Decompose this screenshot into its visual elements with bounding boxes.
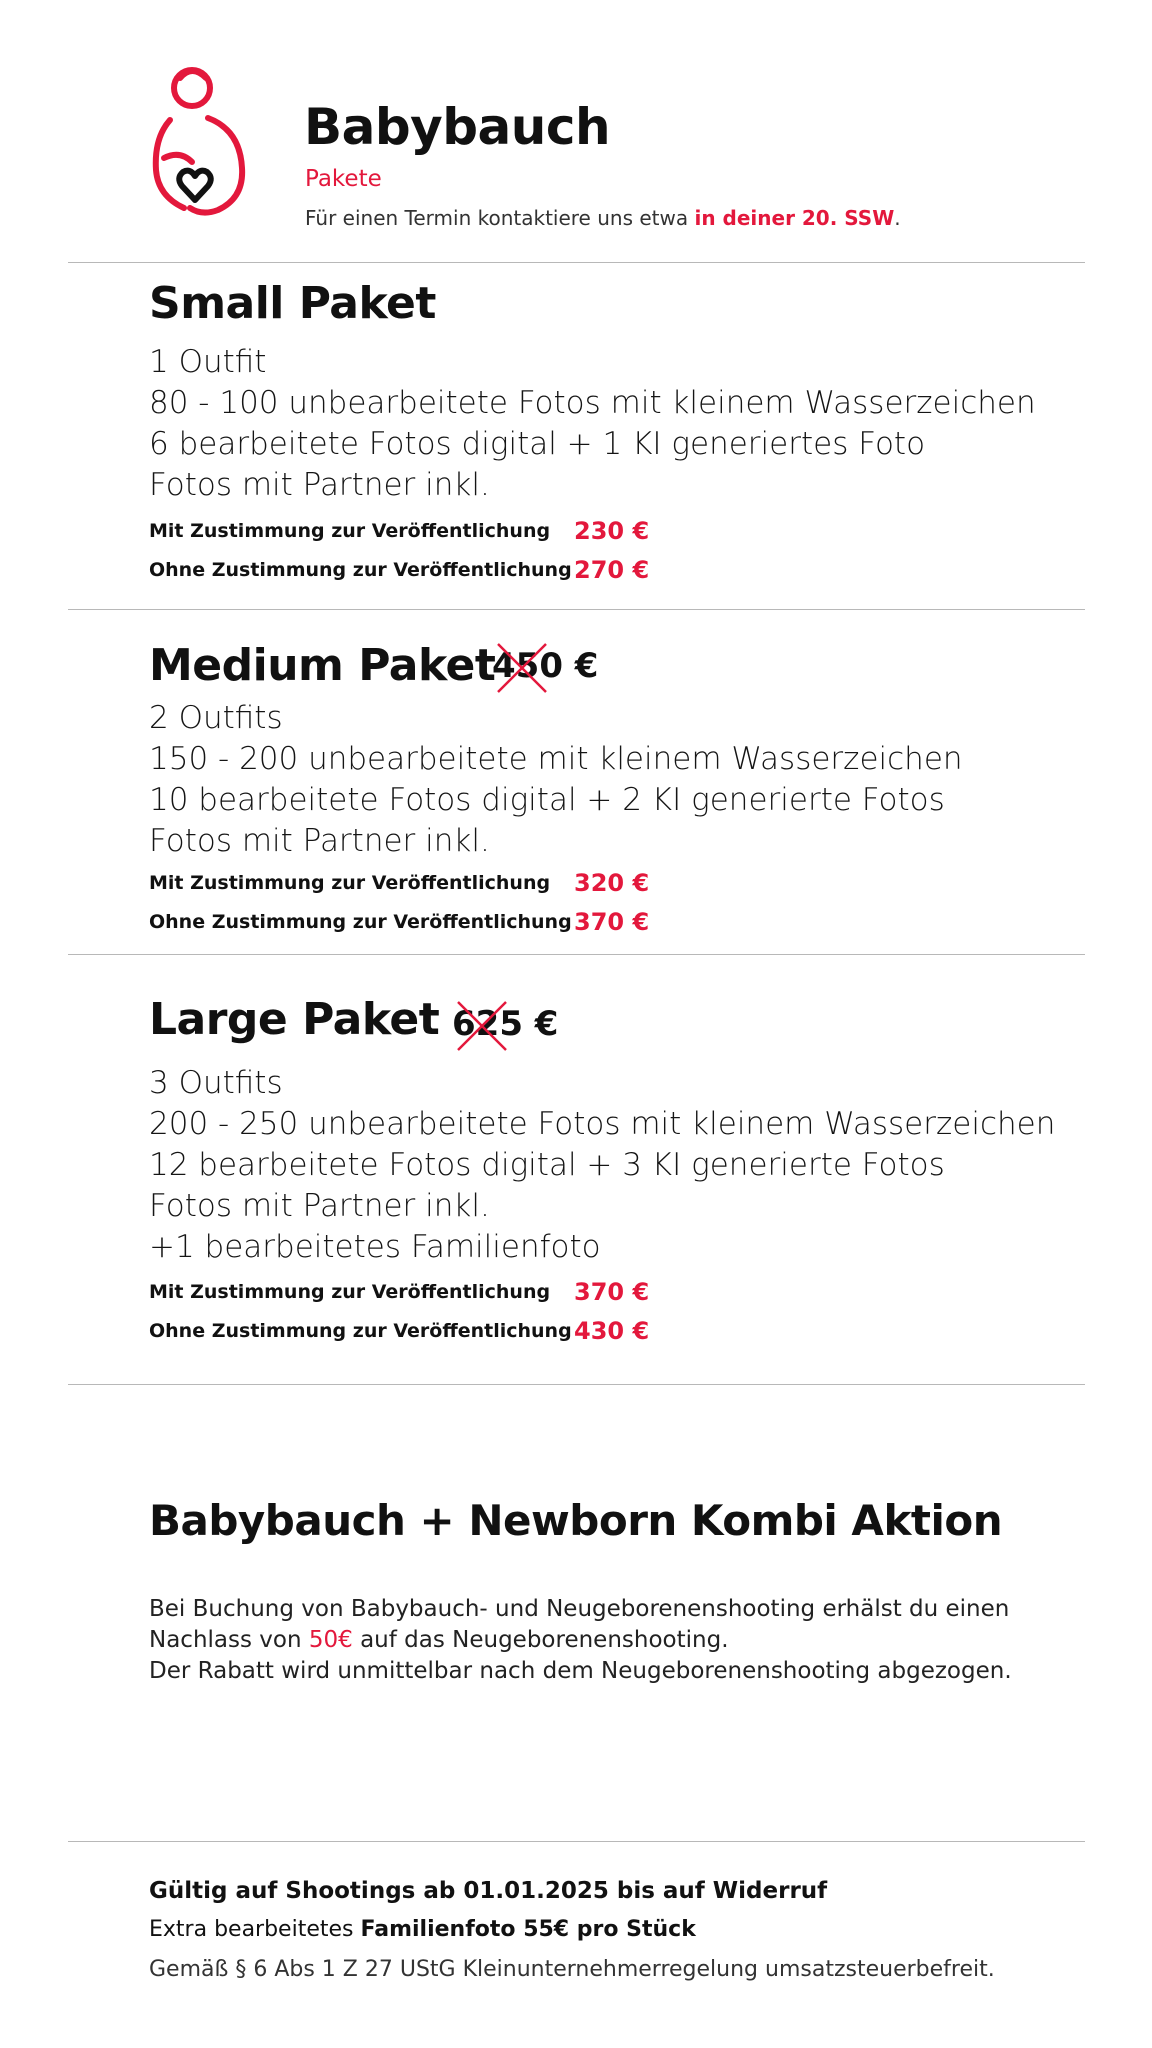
package-title-medium: Medium Paket xyxy=(149,640,496,691)
feature-line: +1 bearbeitetes Familienfoto xyxy=(149,1229,601,1265)
old-price-large xyxy=(452,1004,558,1044)
package-title-large: Large Paket xyxy=(149,994,440,1045)
divider xyxy=(68,1841,1085,1842)
kombi-line-prefix: Nachlass von xyxy=(149,1627,302,1653)
feature-line: 1 Outfit xyxy=(149,344,267,380)
extra-price: Familienfoto 55€ pro Stück xyxy=(360,1917,696,1942)
feature-line: Fotos mit Partner inkl. xyxy=(149,1188,490,1224)
kombi-title: Babybauch + Newborn Kombi Aktion xyxy=(149,1496,1003,1545)
feature-line: 80 - 100 unbearbeitete Fotos mit kleinem Wasserzeichen xyxy=(149,385,1036,421)
feature-line: 10 bearbeitete Fotos digital + 2 KI generierte Fotos xyxy=(149,782,945,818)
price-without-consent: 370 € xyxy=(574,908,650,936)
tax-note: Gemäß § 6 Abs 1 Z 27 UStG Kleinunternehmerregelung umsatzsteuerbefreit. xyxy=(149,1957,995,1982)
extra-photo-note xyxy=(149,1917,696,1942)
price-label-without-consent: Ohne Zustimmung zur Veröffentlichung xyxy=(149,559,572,581)
package-features-medium xyxy=(149,698,963,862)
validity-note: Gültig auf Shootings ab 01.01.2025 bis auf Widerruf xyxy=(149,1878,828,1904)
price-with-consent: 230 € xyxy=(574,517,650,545)
hint-highlight: in deiner 20. SSW xyxy=(694,206,895,230)
kombi-description xyxy=(149,1594,1012,1687)
divider xyxy=(68,262,1085,263)
old-price-text: 625 € xyxy=(452,1004,559,1044)
feature-line: 150 - 200 unbearbeitete mit kleinem Wasserzeichen xyxy=(149,741,963,777)
divider xyxy=(68,954,1085,955)
divider xyxy=(68,609,1085,610)
kombi-line: Der Rabatt wird unmittelbar nach dem Neugeborenenshooting abgezogen. xyxy=(149,1658,1012,1684)
price-label-with-consent: Mit Zustimmung zur Veröffentlichung xyxy=(149,872,551,894)
hint-text: Für einen Termin kontaktiere uns etwa xyxy=(305,206,689,230)
feature-line: 3 Outfits xyxy=(149,1065,283,1101)
feature-line: 12 bearbeitete Fotos digital + 3 KI generierte Fotos xyxy=(149,1147,945,1183)
kombi-line: Bei Buchung von Babybauch- und Neugeborenenshooting erhälst du einen xyxy=(149,1596,1010,1622)
page-subtitle: Pakete xyxy=(305,166,382,192)
old-price-text: 450 € xyxy=(492,646,599,686)
kombi-line xyxy=(149,1625,1012,1656)
old-price-medium xyxy=(492,646,598,686)
divider xyxy=(68,1384,1085,1385)
package-features-large xyxy=(149,1063,1055,1268)
appointment-hint xyxy=(305,206,901,230)
pregnant-woman-heart-icon xyxy=(140,58,250,218)
kombi-line-suffix: auf das Neugeborenenshooting. xyxy=(360,1627,729,1653)
price-with-consent: 320 € xyxy=(574,869,650,897)
price-label-with-consent: Mit Zustimmung zur Veröffentlichung xyxy=(149,520,551,542)
package-title-small: Small Paket xyxy=(149,278,436,329)
price-label-with-consent: Mit Zustimmung zur Veröffentlichung xyxy=(149,1281,551,1303)
price-with-consent: 370 € xyxy=(574,1278,650,1306)
strikethrough-cross-icon xyxy=(494,640,550,696)
price-label-without-consent: Ohne Zustimmung zur Veröffentlichung xyxy=(149,911,572,933)
feature-line: Fotos mit Partner inkl. xyxy=(149,823,490,859)
hint-suffix: . xyxy=(894,206,901,230)
price-label-without-consent: Ohne Zustimmung zur Veröffentlichung xyxy=(149,1320,572,1342)
feature-line: 2 Outfits xyxy=(149,700,283,736)
extra-prefix: Extra bearbeitetes xyxy=(149,1917,354,1942)
feature-line: 200 - 250 unbearbeitete Fotos mit kleinem Wasserzeichen xyxy=(149,1106,1056,1142)
feature-line: 6 bearbeitete Fotos digital + 1 KI generiertes Foto xyxy=(149,426,926,462)
feature-line: Fotos mit Partner inkl. xyxy=(149,467,490,503)
package-features-small xyxy=(149,342,1036,506)
discount-amount: 50€ xyxy=(308,1627,353,1653)
price-without-consent: 430 € xyxy=(574,1317,650,1345)
page-title: Babybauch xyxy=(304,98,611,156)
price-without-consent: 270 € xyxy=(574,556,650,584)
strikethrough-cross-icon xyxy=(454,998,510,1054)
